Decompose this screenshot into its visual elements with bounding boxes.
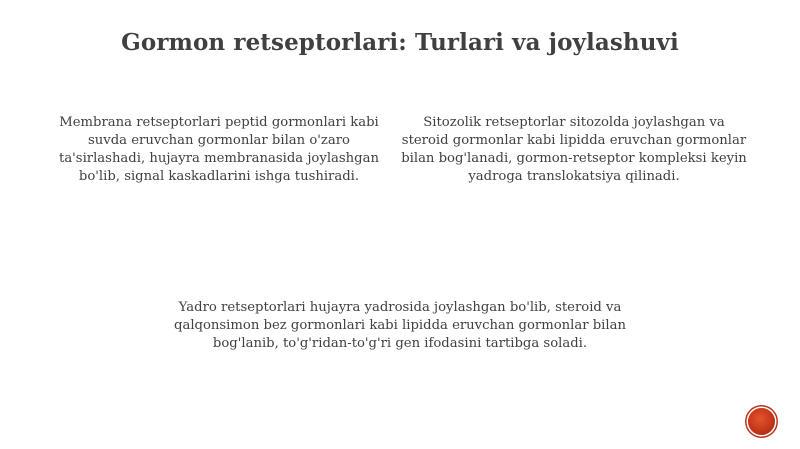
nuclear-receptors-text: Yadro retseptorlari hujayra yadrosida joylashgan bo'lib, steroid va qalqonsimon bez gormonlari kabi lipidda eruvchan gormonlar bilan bog'lanib, to'g'ridan-to'g'ri gen ifodasini tartibga soladi. xyxy=(174,300,626,351)
slide-title: Gormon retseptorlari: Turlari va joylashuvi xyxy=(121,29,679,56)
slide-nav-button[interactable] xyxy=(748,408,775,435)
cytosolic-receptors-text: Sitozolik retseptorlar sitozolda joylashgan va steroid gormonlar kabi lipidda eruvchan gormonlar bilan bog'lanadi, gormon-retseptor kompleksi keyin yadroga translokatsiya qilinadi. xyxy=(401,115,747,184)
membrane-receptors-text: Membrana retseptorlari peptid gormonlari kabi suvda eruvchan gormonlar bilan o'zaro ta'sirlashadi, hujayra membranasida joylashgan bo'lib, signal kaskadlarini ishga tushiradi. xyxy=(59,115,379,184)
